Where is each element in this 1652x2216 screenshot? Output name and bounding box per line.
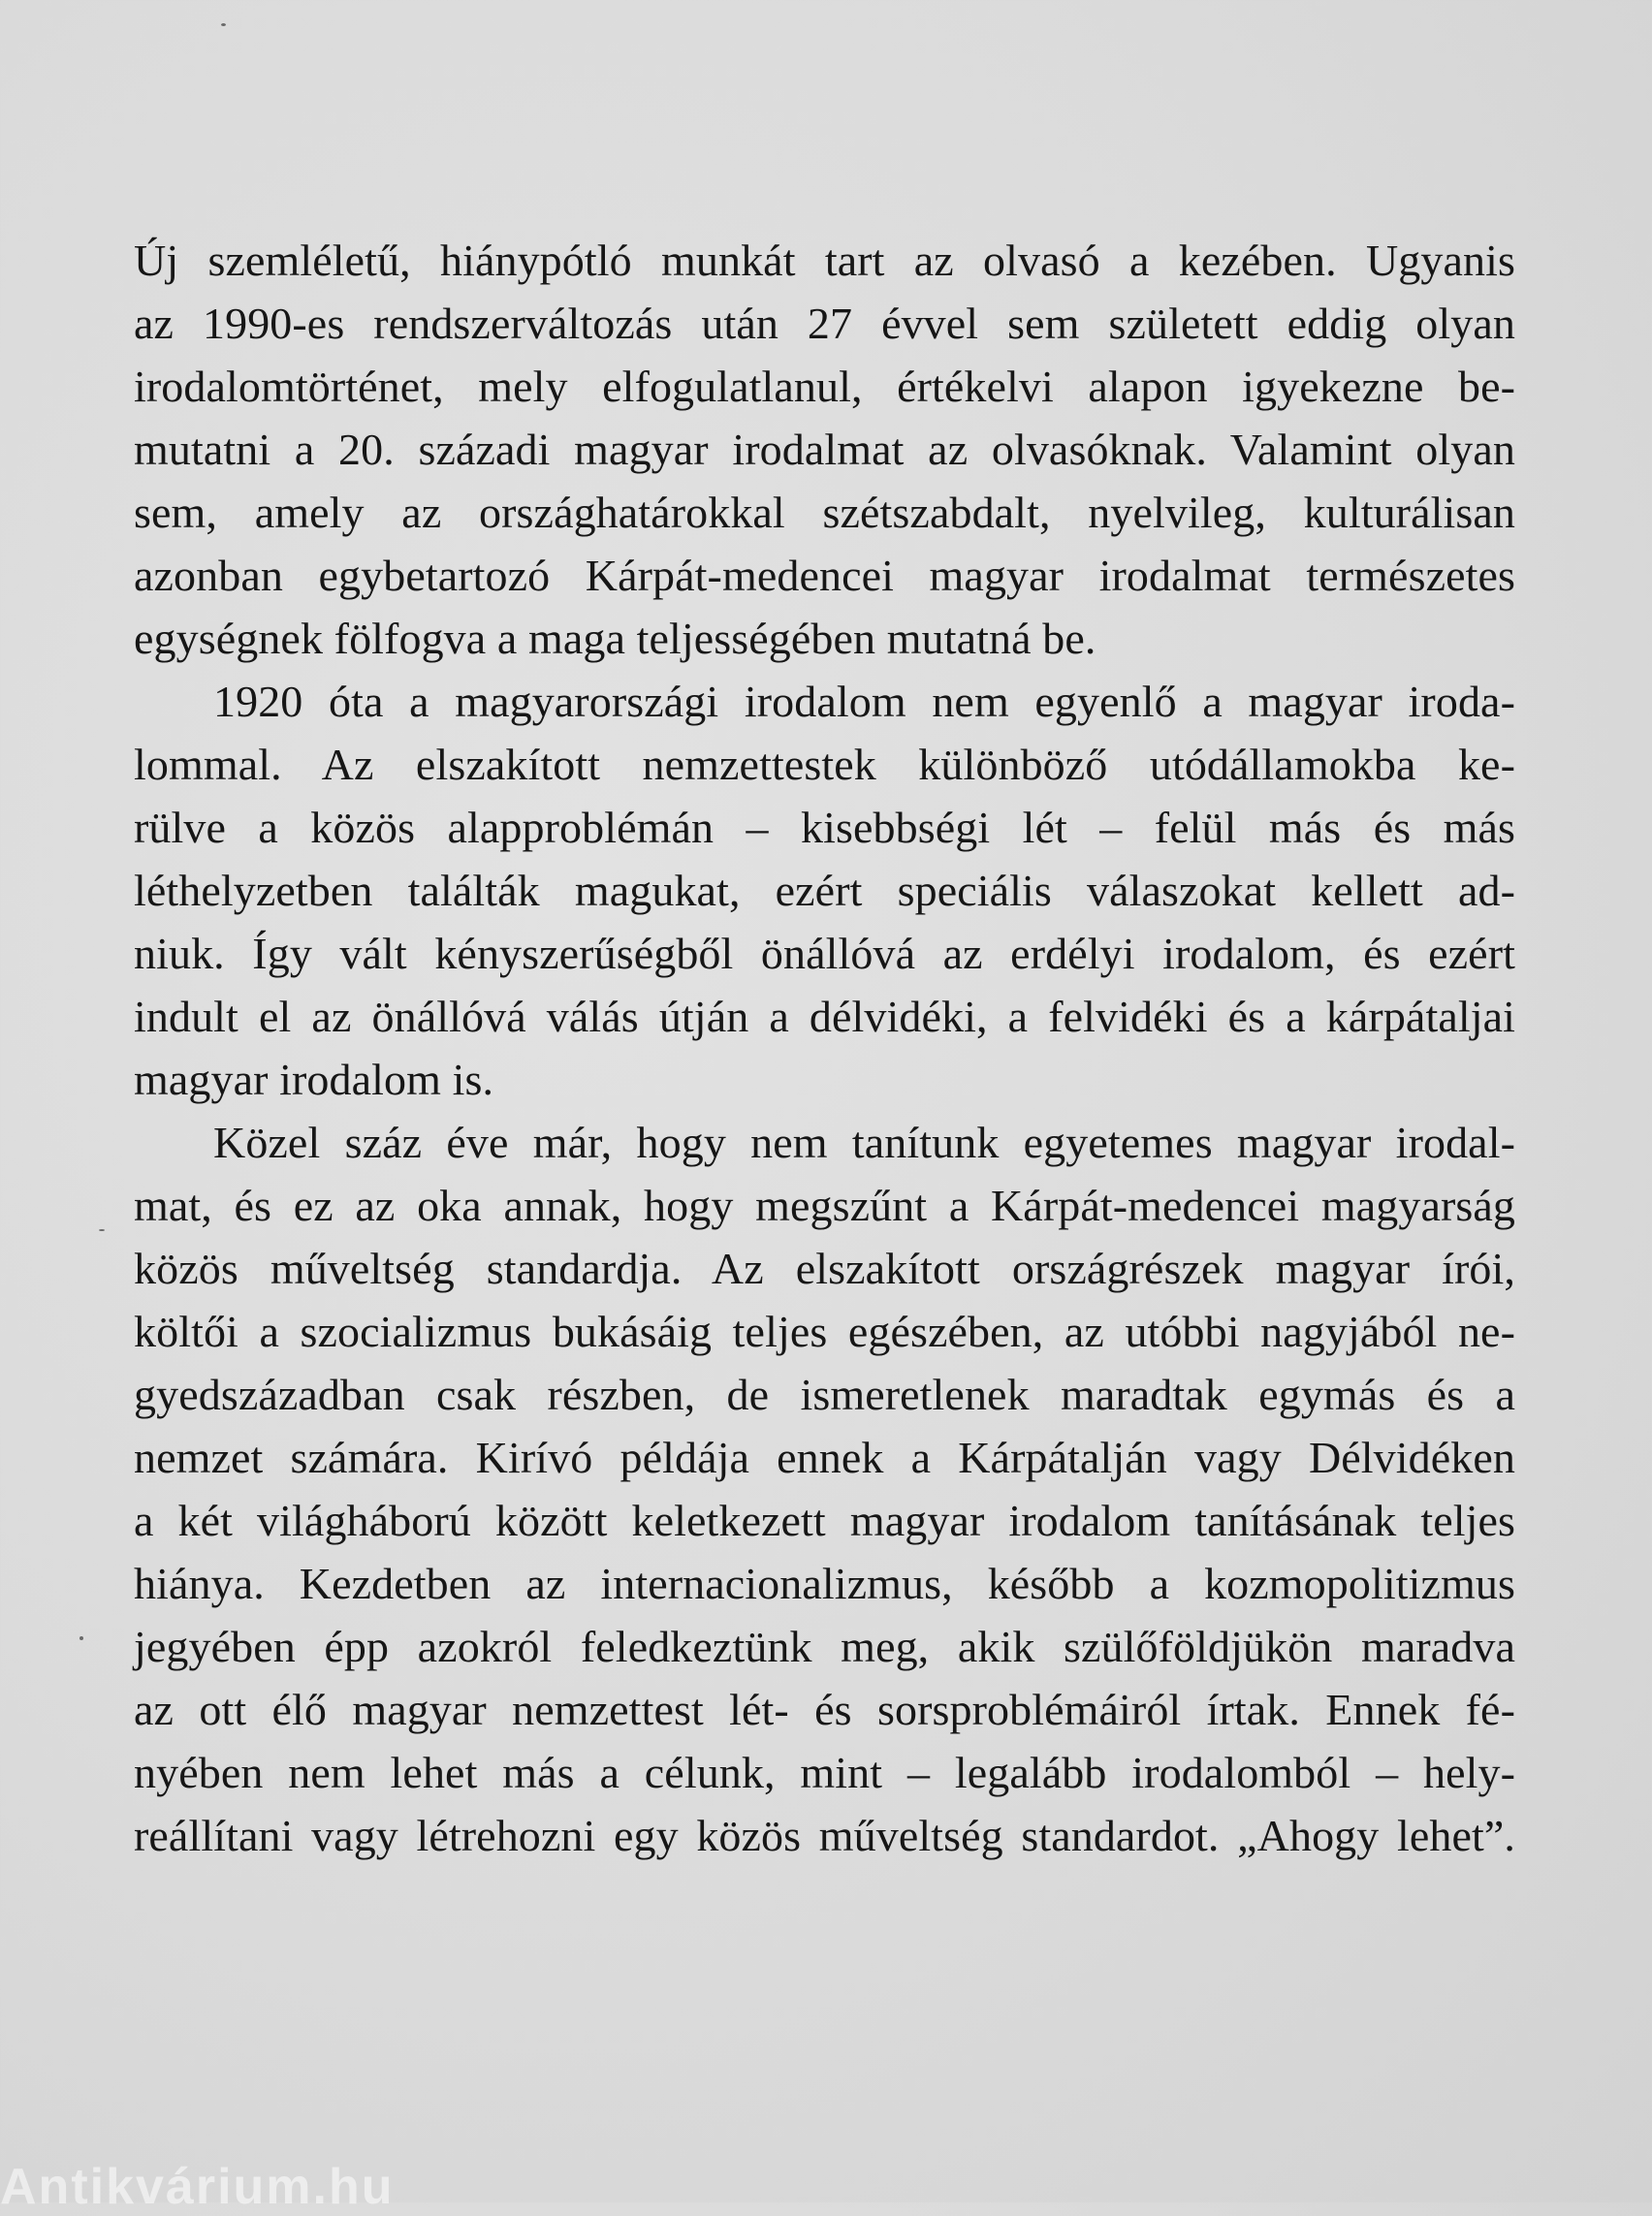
text-line: közös műveltség standardja. Az elszakított országrészek magyar írói, [134,1244,1515,1293]
watermark: Antikvárium.hu [0,2159,395,2215]
text-line: niuk. Így vált kényszerűségből önállóvá az erdélyi irodalom, és ezért [134,929,1515,978]
text-line: Közel száz éve már, hogy nem tanítunk egyetemes magyar irodal- [213,1118,1515,1167]
text-line: rülve a közös alapproblémán – kisebbségi lét – felül más és más [134,803,1515,852]
text-line: hiánya. Kezdetben az internacionalizmus, később a kozmopolitizmus [134,1559,1515,1608]
paper-speck [99,1229,105,1231]
text-line: indult el az önállóvá válás útján a délvidéki, a felvidéki és a kárpátaljai [134,992,1515,1041]
text-line: a két világháború között keletkezett magyar irodalom tanításának teljes [134,1496,1515,1545]
text-line: nyében nem lehet más a célunk, mint – legalább irodalomból – hely- [134,1748,1515,1797]
text-line: azonban egybetartozó Kárpát-medencei magyar irodalmat természetes [134,551,1515,600]
text-line: Új szemléletű, hiánypótló munkát tart az olvasó a kezében. Ugyanis [134,236,1515,285]
text-line: reállítani vagy létrehozni egy közös műveltség standardot. „Ahogy lehet”. [134,1811,1515,1860]
text-line: sem, amely az országhatárokkal szétszabdalt, nyelvileg, kulturálisan [134,488,1515,537]
text-line: léthelyzetben találták magukat, ezért speciális válaszokat kellett ad- [134,866,1515,915]
text-line: mutatni a 20. századi magyar irodalmat az olvasóknak. Valamint olyan [134,425,1515,474]
paragraph-1 [134,229,1515,670]
text-line: 1920 óta a magyarországi irodalom nem egyenlő a magyar iroda- [213,677,1515,726]
text-line: lommal. Az elszakított nemzettestek különböző utódállamokba ke- [134,740,1515,789]
text-line: költői a szocializmus bukásáig teljes egészében, az utóbbi nagyjából ne- [134,1307,1515,1356]
text-line: nemzet számára. Kirívó példája ennek a Kárpátalján vagy Délvidéken [134,1433,1515,1482]
text-line: magyar irodalom is. [134,1055,494,1104]
paper-speck [79,1636,83,1640]
paper-speck [221,23,226,26]
text-line: az ott élő magyar nemzettest lét- és sorsproblémáiról írtak. Ennek fé- [134,1685,1515,1734]
text-line: jegyében épp azokról feledkeztünk meg, akik szülőföldjükön maradva [134,1622,1515,1671]
text-line: mat, és ez az oka annak, hogy megszűnt a Kárpát-medencei magyarság [134,1181,1515,1230]
text-line: irodalomtörténet, mely elfogulatlanul, értékelvi alapon igyekezne be- [134,362,1515,411]
paragraph-2 [134,670,1515,1111]
text-line: az 1990-es rendszerváltozás után 27 évvel sem született eddig olyan [134,299,1515,348]
text-line: gyedszázadban csak részben, de ismeretlenek maradtak egymás és a [134,1370,1515,1419]
text-line: egységnek fölfogva a maga teljességében mutatná be. [134,614,1096,663]
body-text [134,229,1515,1867]
paragraph-3 [134,1111,1515,1867]
